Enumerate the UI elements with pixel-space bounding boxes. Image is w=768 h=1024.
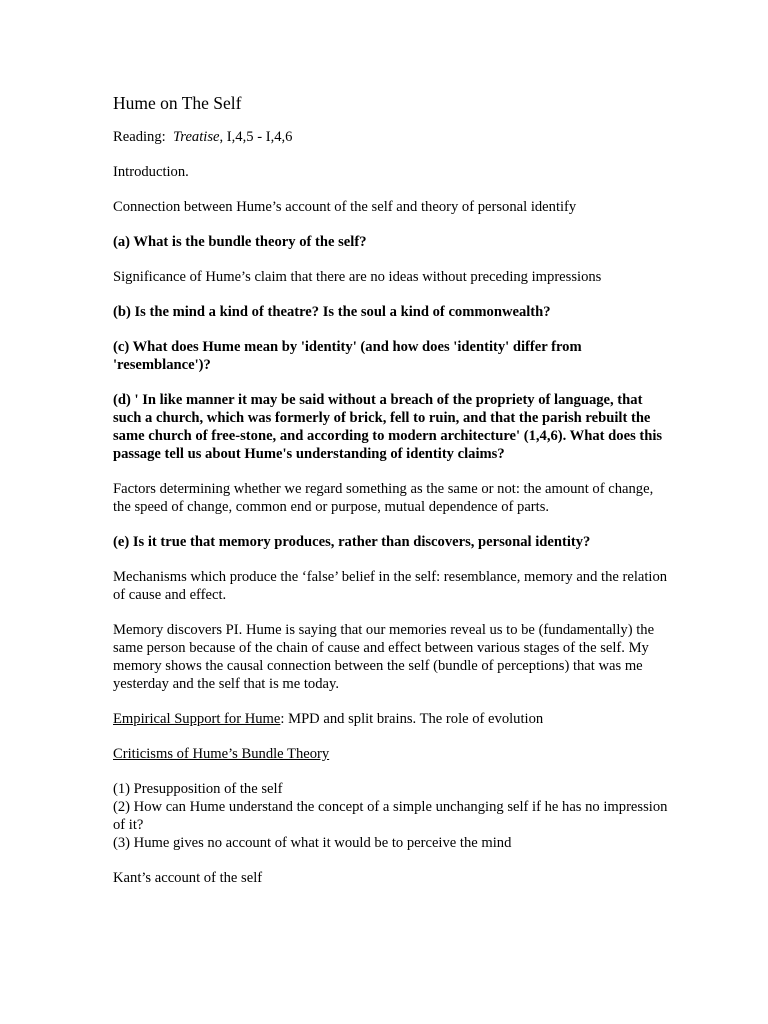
document-page	[113, 92, 673, 904]
question-a: (a) What is the bundle theory of the self?	[113, 234, 367, 250]
question-d: (d) ' In like manner it may be said without a breach of the propriety of language, that such a church, which was formerly of brick, fell to ruin, and that the parish rebuilt the same church of free-stone, and according to modern architecture' (1,4,6). What does this passage tell us about Hume's understanding of identity claims?	[113, 392, 663, 462]
empirical-support-heading: Empirical Support for Hume	[113, 711, 281, 727]
memory-paragraph: Memory discovers PI. Hume is saying that our memories reveal us to be (fundamentally) the same person because of the chain of cause and effect between various stages of the self. My memory shows the causal connection between the self (bundle of perceptions) that was me yesterday and the self that is me today.	[113, 622, 655, 692]
reading-line	[113, 128, 673, 146]
criticism-item: (1) Presupposition of the self	[113, 781, 283, 797]
factors-paragraph: Factors determining whether we regard something as the same or not: the amount of change, the speed of change, common end or purpose, mutual dependence of parts.	[113, 481, 654, 515]
criticisms-heading: Criticisms of Hume’s Bundle Theory	[113, 746, 330, 762]
document-title: Hume on The Self	[113, 93, 242, 113]
empirical-support-paragraph	[113, 710, 673, 728]
reading-suffix: , I,4,5 - I,4,6	[219, 129, 293, 145]
question-c: (c) What does Hume mean by 'identity' (and how does 'identity' differ from 'resemblance')?	[113, 339, 582, 373]
mechanisms-paragraph: Mechanisms which produce the ‘false’ belief in the self: resemblance, memory and the relation of cause and effect.	[113, 569, 668, 603]
criticism-item: (2) How can Hume understand the concept of a simple unchanging self if he has no impression of it?	[113, 799, 668, 833]
introduction-heading: Introduction.	[113, 164, 189, 180]
question-b: (b) Is the mind a kind of theatre? Is the soul a kind of commonwealth?	[113, 304, 551, 320]
kant-paragraph: Kant’s account of the self	[113, 870, 263, 886]
empirical-support-text: : MPD and split brains. The role of evolution	[280, 711, 544, 727]
significance-paragraph: Significance of Hume’s claim that there are no ideas without preceding impressions	[113, 269, 602, 285]
criticisms-list	[113, 780, 673, 852]
connection-paragraph: Connection between Hume’s account of the self and theory of personal identify	[113, 199, 577, 215]
criticism-item: (3) Hume gives no account of what it would be to perceive the mind	[113, 835, 512, 851]
reading-work: Treatise	[173, 129, 220, 145]
reading-prefix: Reading:	[113, 129, 173, 145]
question-e: (e) Is it true that memory produces, rather than discovers, personal identity?	[113, 534, 591, 550]
